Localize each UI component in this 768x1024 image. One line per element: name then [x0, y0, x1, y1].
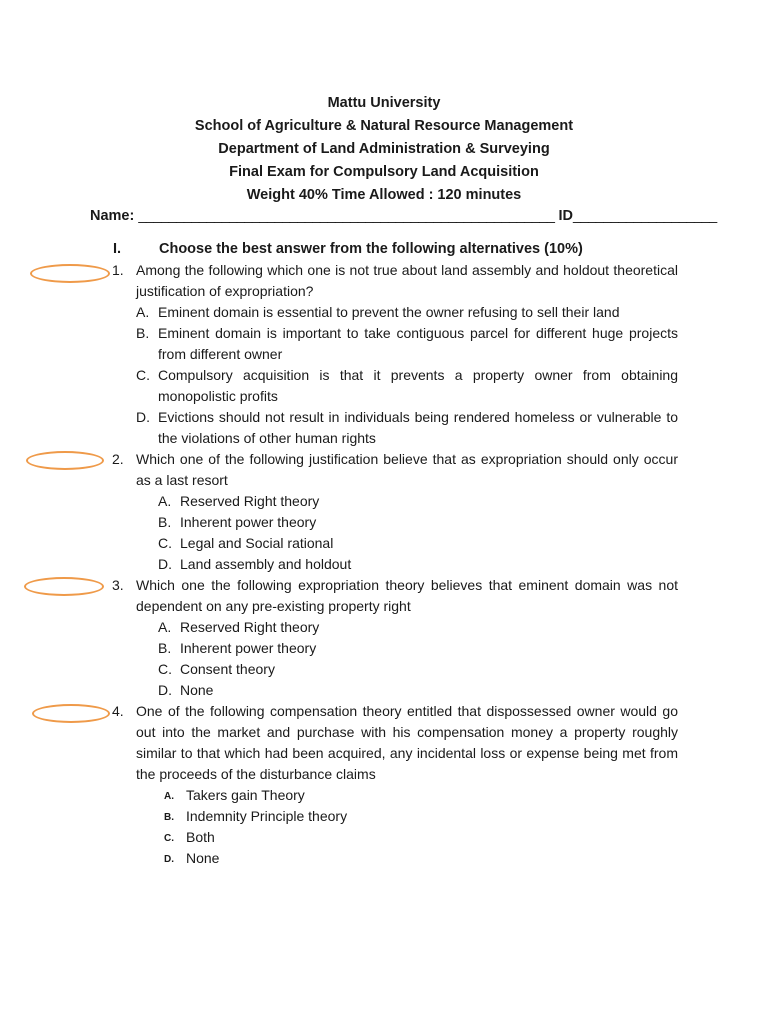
- option-letter: C.: [164, 833, 174, 844]
- option-a: [164, 785, 678, 806]
- circle-annotation-3: [24, 577, 104, 596]
- school-name: School of Agriculture & Natural Resource Management: [194, 118, 574, 134]
- option-text: Indemnity Principle theory: [186, 808, 348, 824]
- option-b: [136, 323, 678, 365]
- section-title: Choose the best answer from the following alternatives (10%): [159, 241, 583, 257]
- option-b: [164, 806, 678, 827]
- question-2: [110, 449, 678, 575]
- option-letter: D.: [158, 682, 172, 698]
- question-number: 4.: [112, 703, 124, 719]
- option-letter: D.: [136, 409, 150, 425]
- question-list: [110, 260, 678, 869]
- option-text: Both: [186, 829, 215, 845]
- option-letter: C.: [136, 367, 150, 383]
- option-text: Inherent power theory: [180, 640, 317, 656]
- option-letter: B.: [136, 325, 150, 341]
- question-number: 3.: [112, 577, 124, 593]
- question-text: Which one of the following justification believe that as expropriation should only occur as a last resort: [136, 451, 678, 488]
- option-letter: A.: [158, 493, 172, 509]
- question-1: [110, 260, 678, 449]
- option-list: [136, 302, 678, 449]
- option-text: Consent theory: [180, 661, 275, 677]
- option-letter: A.: [164, 791, 174, 802]
- question-text: Among the following which one is not true about land assembly and holdout theoretical justification of expropriation?: [136, 262, 678, 299]
- name-blank: _______________________________________________________: [138, 208, 555, 224]
- question-text: Which one the following expropriation theory believes that eminent domain was not dependent on any pre-existing property right: [136, 577, 678, 614]
- option-b: [158, 638, 678, 659]
- section-number: I.: [113, 241, 122, 257]
- option-c: [158, 659, 678, 680]
- option-letter: B.: [158, 640, 172, 656]
- option-c: [164, 827, 678, 848]
- name-label: Name:: [90, 208, 135, 224]
- option-a: [158, 491, 678, 512]
- option-text: Evictions should not result in individuals being rendered homeless or vulnerable to the violations of other human rights: [158, 409, 678, 446]
- option-text: Land assembly and holdout: [180, 556, 352, 572]
- option-text: Compulsory acquisition is that it prevents a property owner from obtaining monopolistic profits: [158, 367, 678, 404]
- option-text: Takers gain Theory: [186, 787, 305, 803]
- question-number: 1.: [112, 262, 124, 278]
- option-text: None: [186, 850, 220, 866]
- option-text: Reserved Right theory: [180, 619, 320, 635]
- option-letter: B.: [158, 514, 172, 530]
- department-name: Department of Land Administration & Surveying: [218, 141, 550, 157]
- circle-annotation-1: [30, 264, 110, 283]
- question-4: [110, 701, 678, 869]
- exam-title: Final Exam for Compulsory Land Acquisition: [229, 164, 539, 180]
- option-d: [164, 848, 678, 869]
- option-c: [158, 533, 678, 554]
- question-3: [110, 575, 678, 701]
- question-text: One of the following compensation theory entitled that dispossessed owner would go out into the market and purchase with his compensation money a property roughly similar to that which had been acquired, any incidental loss or expense being met from the proceeds of the disturbance claims: [136, 703, 678, 782]
- circle-annotation-4: [32, 704, 110, 723]
- option-list: [158, 617, 678, 701]
- circle-annotation-2: [26, 451, 104, 470]
- option-text: Legal and Social rational: [180, 535, 334, 551]
- id-blank: ___________________: [572, 208, 717, 224]
- option-list: [164, 785, 678, 869]
- option-a: [158, 617, 678, 638]
- option-text: Eminent domain is important to take contiguous parcel for different huge projects from different owner: [158, 325, 678, 362]
- option-letter: A.: [158, 619, 172, 635]
- option-d: [158, 554, 678, 575]
- option-text: Inherent power theory: [180, 514, 317, 530]
- option-text: Eminent domain is essential to prevent the owner refusing to sell their land: [158, 304, 620, 320]
- option-c: [136, 365, 678, 407]
- option-b: [158, 512, 678, 533]
- option-text: Reserved Right theory: [180, 493, 320, 509]
- option-list: [158, 491, 678, 575]
- option-d: [158, 680, 678, 701]
- option-letter: B.: [164, 812, 174, 823]
- university-name: Mattu University: [327, 95, 441, 111]
- option-text: None: [180, 682, 214, 698]
- option-letter: C.: [158, 661, 172, 677]
- name-id-line: [90, 206, 717, 226]
- question-number: 2.: [112, 451, 124, 467]
- option-letter: C.: [158, 535, 172, 551]
- option-letter: A.: [136, 304, 150, 320]
- id-label: ID: [558, 208, 573, 224]
- option-d: [136, 407, 678, 449]
- option-letter: D.: [164, 854, 174, 865]
- option-letter: D.: [158, 556, 172, 572]
- option-a: [136, 302, 678, 323]
- exam-weight-time: Weight 40% Time Allowed : 120 minutes: [246, 187, 522, 203]
